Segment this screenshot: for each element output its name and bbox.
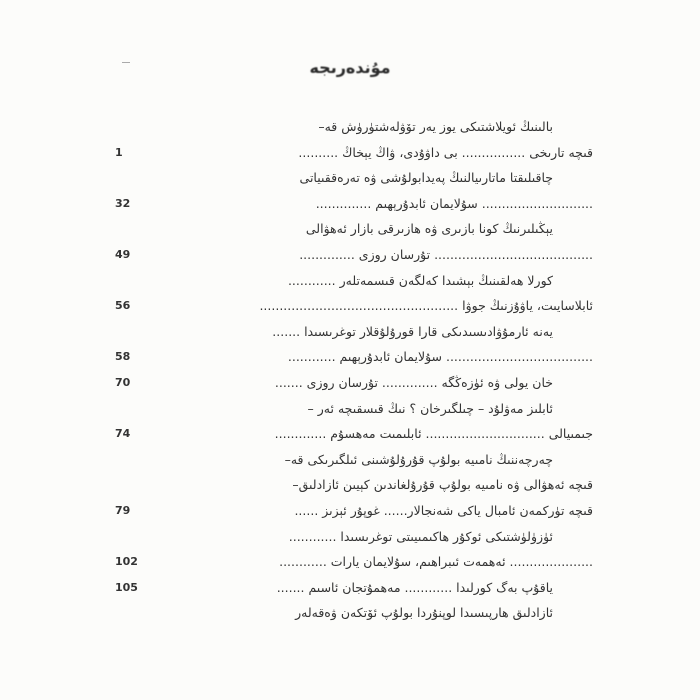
page-number: 56 bbox=[115, 299, 131, 313]
toc-entry-text: كورلا ھەلقىنىڭ بېشىدا كەلگەن قىسمەتلەر ............ bbox=[287, 272, 553, 288]
toc-entry-text: جىمىيالى .............................. ئابلىمىت مەھسۇم ............. bbox=[274, 426, 593, 442]
page-number: 105 bbox=[115, 580, 138, 594]
toc-entry-text: بالىنىڭ ئويلاشتىكى يوز يەر تۆۋلەشتۈرۈش قە– bbox=[318, 119, 553, 134]
toc-entry-text: ئابلاسايىت، ياۋۇزنىڭ جوۋا .................................................. bbox=[259, 298, 593, 314]
toc-entry bbox=[115, 293, 593, 319]
toc-entry bbox=[115, 165, 593, 191]
toc-entry bbox=[115, 421, 593, 447]
page-number: 58 bbox=[115, 350, 131, 364]
toc-entry bbox=[115, 216, 593, 242]
toc-entry-text: ..................................... سۇلايمان ئابدۇرېھىم ............ bbox=[287, 349, 593, 365]
toc-entry-text: ........................................ تۇرسان روزى .............. bbox=[299, 246, 593, 262]
toc-entry-text: چەرچەننىڭ نامىيە بولۇپ قۇرۇلۇشىنى ئىلگىرىكى قە– bbox=[284, 451, 553, 467]
page-number: 102 bbox=[115, 555, 138, 569]
toc-entry bbox=[115, 472, 593, 498]
toc-entry-text: قىچە تارىخى ................ بى داۋۇدى، ۋاڭ يېخاڭ .......... bbox=[298, 144, 593, 160]
page-number: 1 bbox=[115, 145, 123, 159]
page-number: 79 bbox=[115, 503, 131, 517]
toc-entry bbox=[115, 524, 593, 550]
toc-entry-text: ياقۇپ بەگ كورلىدا ............ مەھمۇتجان ئاسىم ....... bbox=[276, 579, 553, 595]
toc-entry bbox=[115, 344, 593, 370]
toc-entry bbox=[115, 447, 593, 473]
toc-entry bbox=[115, 498, 593, 524]
toc-entry bbox=[115, 242, 593, 268]
toc-entry-text: يەنە ئارمۇۋادىسىدىكى قارا قورۇلۇقلار توغرىسىدا ....... bbox=[272, 323, 553, 339]
page-number: 74 bbox=[115, 427, 131, 441]
page-number: 49 bbox=[115, 247, 131, 261]
toc-entry-text: ئۈزۈلۈشتىكى ئوكۇر ھاكىمىيىتى توغرىسىدا ............ bbox=[288, 528, 553, 544]
toc-entry bbox=[115, 575, 593, 601]
toc-entry bbox=[115, 114, 593, 140]
toc-entry-text: چاقىلىقتا ماتارىيالنىڭ پەيدابولۇشى ۋە تەرەققىياتى bbox=[299, 170, 553, 186]
toc-entry bbox=[115, 191, 593, 217]
toc-entry bbox=[115, 396, 593, 422]
toc-entry bbox=[115, 600, 593, 626]
toc-entry bbox=[115, 370, 593, 396]
page-number: 32 bbox=[115, 196, 131, 210]
page-title: مۇندەرىجە bbox=[309, 58, 391, 77]
toc-entry-text: ئابلىز مەۋلۇد – چىلگىرخان ؟ نىڭ قىسقىچە ئەر – bbox=[307, 400, 553, 416]
toc-entry-text: قىچە ئەھۋالى ۋە نامىيە بولۇپ قۇرۇلغاندىن كېيىن ئازادلىق– bbox=[292, 477, 593, 493]
toc-entry-text: قىچە تۈركمەن ئامبال ياكى شەنجالار...... غوپۇر ئېزىز ...... bbox=[294, 502, 593, 518]
toc-entry-text: ..................... ئەھمەت ئىبراھىم، سۇلايمان يارات ............ bbox=[279, 554, 593, 570]
toc-entry bbox=[115, 549, 593, 575]
toc-entry bbox=[115, 319, 593, 345]
toc-list bbox=[115, 114, 593, 626]
toc-entry-text: خان يولى ۋە ئۈزەڭگە .............. تۇرسان روزى ....... bbox=[274, 374, 553, 390]
toc-entry-text: ............................ سۇلايمان ئابدۇرېھىم .............. bbox=[315, 195, 593, 211]
page-number: 70 bbox=[115, 375, 131, 389]
toc-entry-text: يېڭىلىرنىڭ كونا بازىرى ۋە هازىرقى بازار ئەھۋالى bbox=[305, 221, 553, 237]
toc-entry-text: ئازادلىق ھارپىسىدا لوپنۇردا بولۇپ ئۆتكەن ۋەقەلەر bbox=[295, 605, 553, 621]
toc-entry bbox=[115, 268, 593, 294]
toc-entry bbox=[115, 140, 593, 166]
